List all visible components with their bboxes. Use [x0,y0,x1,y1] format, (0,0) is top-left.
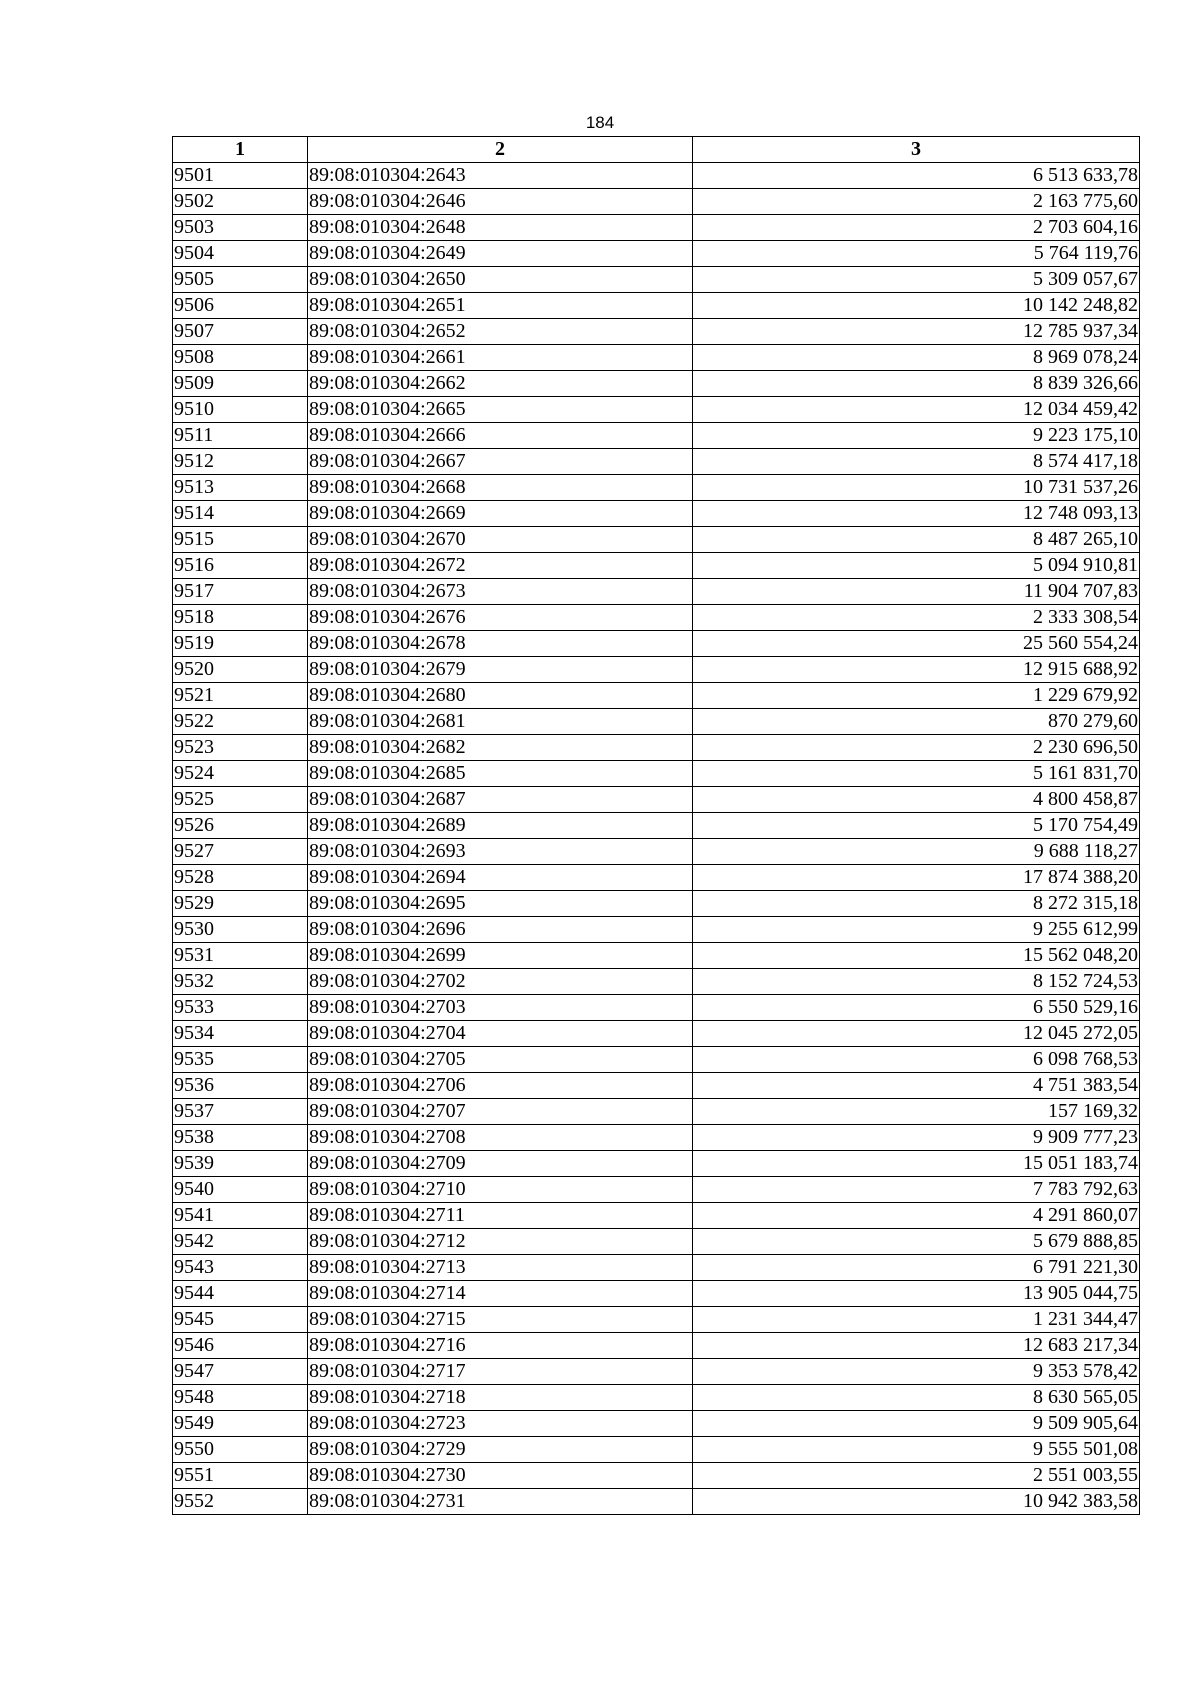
value-cell: 157 169,32 [693,1099,1140,1125]
table-row [173,969,1140,995]
cadastral-id-cell: 89:08:010304:2670 [308,527,693,553]
table-row [173,371,1140,397]
cadastral-id-cell: 89:08:010304:2715 [308,1307,693,1333]
value-cell: 17 874 388,20 [693,865,1140,891]
cadastral-id-cell: 89:08:010304:2643 [308,163,693,189]
row-number-cell: 9505 [173,267,308,293]
table-row [173,1255,1140,1281]
row-number-cell: 9514 [173,501,308,527]
value-cell: 10 942 383,58 [693,1489,1140,1515]
row-number-cell: 9547 [173,1359,308,1385]
table-row [173,1359,1140,1385]
value-cell: 25 560 554,24 [693,631,1140,657]
value-cell: 6 513 633,78 [693,163,1140,189]
value-cell: 8 839 326,66 [693,371,1140,397]
cadastral-id-cell: 89:08:010304:2652 [308,319,693,345]
table-row [173,891,1140,917]
cadastral-id-cell: 89:08:010304:2680 [308,683,693,709]
table-row [173,475,1140,501]
table-row [173,735,1140,761]
row-number-cell: 9543 [173,1255,308,1281]
table-row [173,1385,1140,1411]
row-number-cell: 9540 [173,1177,308,1203]
value-cell: 9 509 905,64 [693,1411,1140,1437]
table-row [173,787,1140,813]
cadastral-id-cell: 89:08:010304:2662 [308,371,693,397]
row-number-cell: 9525 [173,787,308,813]
value-cell: 12 785 937,34 [693,319,1140,345]
table-row [173,397,1140,423]
value-cell: 8 487 265,10 [693,527,1140,553]
table-row [173,1489,1140,1515]
table-row [173,917,1140,943]
cadastral-id-cell: 89:08:010304:2723 [308,1411,693,1437]
row-number-cell: 9529 [173,891,308,917]
value-cell: 7 783 792,63 [693,1177,1140,1203]
value-cell: 9 909 777,23 [693,1125,1140,1151]
row-number-cell: 9548 [173,1385,308,1411]
value-cell: 6 791 221,30 [693,1255,1140,1281]
table-row [173,579,1140,605]
table-header-row [173,137,1140,163]
table-row [173,839,1140,865]
cadastral-id-cell: 89:08:010304:2694 [308,865,693,891]
row-number-cell: 9530 [173,917,308,943]
cadastral-id-cell: 89:08:010304:2729 [308,1437,693,1463]
row-number-cell: 9527 [173,839,308,865]
cadastral-id-cell: 89:08:010304:2672 [308,553,693,579]
cadastral-id-cell: 89:08:010304:2696 [308,917,693,943]
row-number-cell: 9536 [173,1073,308,1099]
cadastral-id-cell: 89:08:010304:2693 [308,839,693,865]
table-row [173,943,1140,969]
value-cell: 13 905 044,75 [693,1281,1140,1307]
value-cell: 12 683 217,34 [693,1333,1140,1359]
cadastral-id-cell: 89:08:010304:2703 [308,995,693,1021]
value-cell: 2 551 003,55 [693,1463,1140,1489]
row-number-cell: 9544 [173,1281,308,1307]
cadastral-id-cell: 89:08:010304:2712 [308,1229,693,1255]
cadastral-id-cell: 89:08:010304:2713 [308,1255,693,1281]
row-number-cell: 9519 [173,631,308,657]
table-row [173,631,1140,657]
value-cell: 9 353 578,42 [693,1359,1140,1385]
table-row [173,501,1140,527]
row-number-cell: 9542 [173,1229,308,1255]
value-cell: 5 161 831,70 [693,761,1140,787]
table-row [173,267,1140,293]
row-number-cell: 9538 [173,1125,308,1151]
cadastral-id-cell: 89:08:010304:2707 [308,1099,693,1125]
cadastral-id-cell: 89:08:010304:2708 [308,1125,693,1151]
cadastral-id-cell: 89:08:010304:2717 [308,1359,693,1385]
table-row [173,527,1140,553]
table-row [173,1125,1140,1151]
value-cell: 12 034 459,42 [693,397,1140,423]
row-number-cell: 9526 [173,813,308,839]
row-number-cell: 9532 [173,969,308,995]
value-cell: 5 094 910,81 [693,553,1140,579]
value-cell: 10 731 537,26 [693,475,1140,501]
value-cell: 15 562 048,20 [693,943,1140,969]
row-number-cell: 9503 [173,215,308,241]
row-number-cell: 9515 [173,527,308,553]
value-cell: 9 555 501,08 [693,1437,1140,1463]
row-number-cell: 9502 [173,189,308,215]
value-cell: 15 051 183,74 [693,1151,1140,1177]
cadastral-value-table [172,136,1140,1515]
row-number-cell: 9513 [173,475,308,501]
value-cell: 4 291 860,07 [693,1203,1140,1229]
row-number-cell: 9512 [173,449,308,475]
value-cell: 5 764 119,76 [693,241,1140,267]
row-number-cell: 9511 [173,423,308,449]
cadastral-id-cell: 89:08:010304:2730 [308,1463,693,1489]
table-row [173,995,1140,1021]
cadastral-id-cell: 89:08:010304:2650 [308,267,693,293]
value-cell: 8 574 417,18 [693,449,1140,475]
table-row [173,1437,1140,1463]
cadastral-id-cell: 89:08:010304:2682 [308,735,693,761]
cadastral-id-cell: 89:08:010304:2666 [308,423,693,449]
row-number-cell: 9552 [173,1489,308,1515]
row-number-cell: 9531 [173,943,308,969]
cadastral-id-cell: 89:08:010304:2716 [308,1333,693,1359]
cadastral-id-cell: 89:08:010304:2714 [308,1281,693,1307]
row-number-cell: 9528 [173,865,308,891]
table-row [173,1229,1140,1255]
row-number-cell: 9509 [173,371,308,397]
cadastral-id-cell: 89:08:010304:2646 [308,189,693,215]
value-cell: 4 751 383,54 [693,1073,1140,1099]
value-cell: 10 142 248,82 [693,293,1140,319]
cadastral-id-cell: 89:08:010304:2665 [308,397,693,423]
cadastral-id-cell: 89:08:010304:2695 [308,891,693,917]
row-number-cell: 9551 [173,1463,308,1489]
row-number-cell: 9535 [173,1047,308,1073]
value-cell: 5 679 888,85 [693,1229,1140,1255]
row-number-cell: 9501 [173,163,308,189]
cadastral-id-cell: 89:08:010304:2710 [308,1177,693,1203]
table-row [173,1307,1140,1333]
table-row [173,605,1140,631]
row-number-cell: 9520 [173,657,308,683]
column-header-cadastral-id: 2 [308,137,693,163]
cadastral-id-cell: 89:08:010304:2704 [308,1021,693,1047]
cadastral-id-cell: 89:08:010304:2668 [308,475,693,501]
cadastral-id-cell: 89:08:010304:2679 [308,657,693,683]
table-row [173,1333,1140,1359]
row-number-cell: 9537 [173,1099,308,1125]
row-number-cell: 9518 [173,605,308,631]
cadastral-id-cell: 89:08:010304:2687 [308,787,693,813]
table-row [173,1021,1140,1047]
value-cell: 870 279,60 [693,709,1140,735]
table-row [173,1073,1140,1099]
table-row [173,1463,1140,1489]
row-number-cell: 9504 [173,241,308,267]
table-row [173,1099,1140,1125]
table-row [173,215,1140,241]
value-cell: 11 904 707,83 [693,579,1140,605]
cadastral-id-cell: 89:08:010304:2706 [308,1073,693,1099]
row-number-cell: 9541 [173,1203,308,1229]
cadastral-id-cell: 89:08:010304:2731 [308,1489,693,1515]
row-number-cell: 9524 [173,761,308,787]
value-cell: 12 915 688,92 [693,657,1140,683]
cadastral-id-cell: 89:08:010304:2685 [308,761,693,787]
row-number-cell: 9533 [173,995,308,1021]
cadastral-id-cell: 89:08:010304:2709 [308,1151,693,1177]
table-row [173,1151,1140,1177]
value-cell: 1 229 679,92 [693,683,1140,709]
table-row [173,319,1140,345]
value-cell: 8 272 315,18 [693,891,1140,917]
cadastral-id-cell: 89:08:010304:2676 [308,605,693,631]
value-cell: 6 098 768,53 [693,1047,1140,1073]
table-row [173,1411,1140,1437]
value-cell: 5 170 754,49 [693,813,1140,839]
row-number-cell: 9508 [173,345,308,371]
row-number-cell: 9506 [173,293,308,319]
cadastral-id-cell: 89:08:010304:2678 [308,631,693,657]
cadastral-id-cell: 89:08:010304:2661 [308,345,693,371]
table-row [173,1281,1140,1307]
cadastral-id-cell: 89:08:010304:2702 [308,969,693,995]
row-number-cell: 9516 [173,553,308,579]
row-number-cell: 9545 [173,1307,308,1333]
row-number-cell: 9534 [173,1021,308,1047]
table-row [173,553,1140,579]
table-row [173,423,1140,449]
row-number-cell: 9523 [173,735,308,761]
value-cell: 9 255 612,99 [693,917,1140,943]
cadastral-id-cell: 89:08:010304:2649 [308,241,693,267]
cadastral-id-cell: 89:08:010304:2681 [308,709,693,735]
row-number-cell: 9546 [173,1333,308,1359]
value-cell: 4 800 458,87 [693,787,1140,813]
table-row [173,189,1140,215]
cadastral-id-cell: 89:08:010304:2673 [308,579,693,605]
table-row [173,683,1140,709]
row-number-cell: 9549 [173,1411,308,1437]
row-number-cell: 9550 [173,1437,308,1463]
table-row [173,163,1140,189]
table-row [173,241,1140,267]
value-cell: 12 748 093,13 [693,501,1140,527]
cadastral-id-cell: 89:08:010304:2705 [308,1047,693,1073]
table-row [173,1047,1140,1073]
row-number-cell: 9521 [173,683,308,709]
column-header-value: 3 [693,137,1140,163]
value-cell: 2 703 604,16 [693,215,1140,241]
value-cell: 2 163 775,60 [693,189,1140,215]
row-number-cell: 9539 [173,1151,308,1177]
row-number-cell: 9517 [173,579,308,605]
value-cell: 8 969 078,24 [693,345,1140,371]
table-row [173,293,1140,319]
table-row [173,761,1140,787]
table-row [173,449,1140,475]
column-header-number: 1 [173,137,308,163]
table-row [173,1203,1140,1229]
row-number-cell: 9522 [173,709,308,735]
value-cell: 2 333 308,54 [693,605,1140,631]
cadastral-id-cell: 89:08:010304:2718 [308,1385,693,1411]
value-cell: 2 230 696,50 [693,735,1140,761]
value-cell: 9 688 118,27 [693,839,1140,865]
table-body [173,163,1140,1515]
value-cell: 8 630 565,05 [693,1385,1140,1411]
value-cell: 6 550 529,16 [693,995,1140,1021]
value-cell: 5 309 057,67 [693,267,1140,293]
value-cell: 12 045 272,05 [693,1021,1140,1047]
value-cell: 9 223 175,10 [693,423,1140,449]
cadastral-id-cell: 89:08:010304:2689 [308,813,693,839]
value-cell: 1 231 344,47 [693,1307,1140,1333]
table-row [173,1177,1140,1203]
table-row [173,345,1140,371]
row-number-cell: 9510 [173,397,308,423]
cadastral-id-cell: 89:08:010304:2711 [308,1203,693,1229]
cadastral-id-cell: 89:08:010304:2699 [308,943,693,969]
cadastral-id-cell: 89:08:010304:2669 [308,501,693,527]
cadastral-id-cell: 89:08:010304:2651 [308,293,693,319]
row-number-cell: 9507 [173,319,308,345]
cadastral-id-cell: 89:08:010304:2648 [308,215,693,241]
table-row [173,709,1140,735]
table-row [173,865,1140,891]
cadastral-id-cell: 89:08:010304:2667 [308,449,693,475]
table-row [173,813,1140,839]
value-cell: 8 152 724,53 [693,969,1140,995]
table-row [173,657,1140,683]
page-number: 184 [585,113,615,132]
